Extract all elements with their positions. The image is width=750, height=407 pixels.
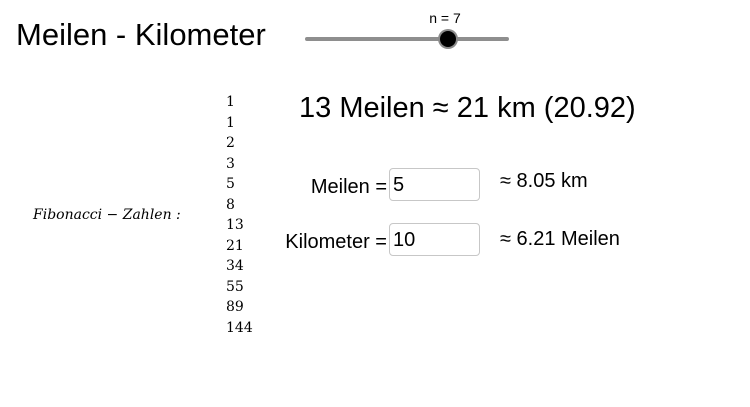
- miles-approx-km: ≈ 8.05 km: [500, 170, 588, 192]
- n-slider[interactable]: [303, 8, 511, 52]
- km-input[interactable]: [389, 223, 480, 256]
- miles-input[interactable]: [389, 168, 480, 201]
- km-approx-miles: ≈ 6.21 Meilen: [500, 228, 620, 250]
- fibonacci-number: 34: [226, 258, 244, 274]
- fibonacci-number: 1: [226, 94, 235, 110]
- fibonacci-number: 21: [226, 237, 244, 254]
- page-title: Meilen - Kilometer: [16, 17, 266, 52]
- fibonacci-number: 5: [226, 176, 235, 192]
- slider-label: n = 7: [429, 10, 461, 26]
- fibonacci-number: 1: [226, 114, 235, 131]
- fibonacci-number: 89: [226, 299, 244, 315]
- fibonacci-number: 55: [226, 278, 244, 295]
- fibonacci-number: 144: [226, 319, 253, 336]
- slider-track[interactable]: [305, 37, 509, 41]
- km-label: Kilometer =: [285, 231, 387, 253]
- fibonacci-number: 2: [226, 135, 235, 151]
- slider-thumb[interactable]: [440, 31, 456, 47]
- fibonacci-number: 3: [226, 155, 235, 172]
- miles-label: Meilen =: [310, 176, 387, 198]
- fibonacci-number: 13: [226, 217, 244, 233]
- conversion-result: 13 Meilen ≈ 21 km (20.92): [299, 92, 636, 124]
- fibonacci-label: Fibonacci − Zahlen :: [33, 207, 181, 223]
- fibonacci-list: [226, 92, 253, 338]
- fibonacci-number: 8: [226, 196, 235, 213]
